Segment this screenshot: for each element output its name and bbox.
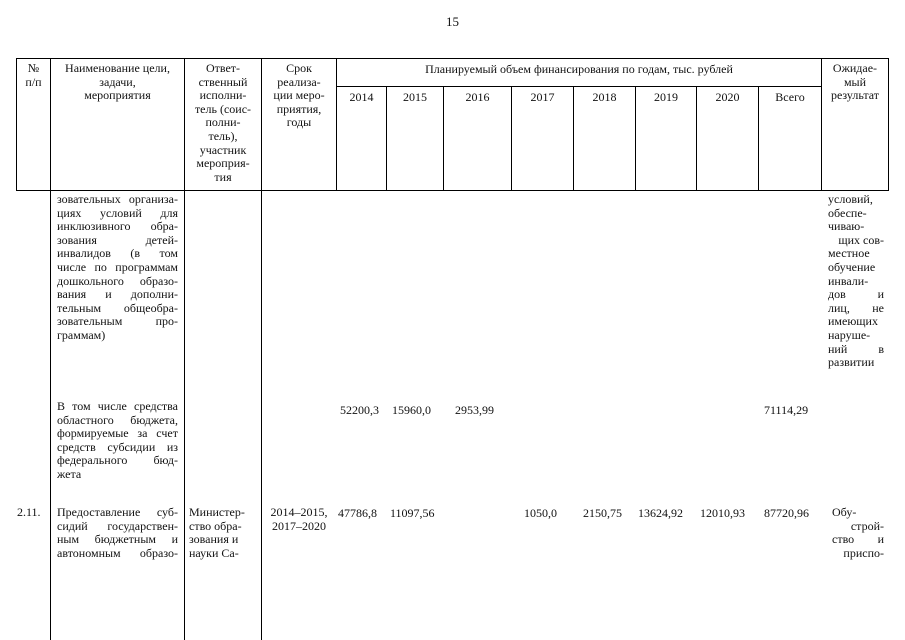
header-name: Наименование цели, задачи, мероприятия <box>65 61 170 103</box>
page-number: 15 <box>446 14 459 29</box>
header-financing: Планируемый объем финансирования по годам, тыс. рублей <box>425 62 733 76</box>
year-2018: 2018 <box>592 90 617 104</box>
subsidy-row-name: В том числе средства областного бюджета, формируемые за счет средств субсидии из федерального бюд- жета <box>57 399 178 481</box>
row-2-11-responsible: Министер- ство обра- зования и науки Са- <box>189 505 245 560</box>
subsidy-2015-value: 15960,0 <box>392 403 431 417</box>
row-2-11-result: Обу- строй- ство и приспо- <box>832 505 884 560</box>
header-period: Срок реализа- ции меро- приятия, годы <box>273 61 325 130</box>
year-2020: 2020 <box>715 90 740 104</box>
subsidy-2014-value: 52200,3 <box>340 403 379 417</box>
header-result: Ожидае- мый результат <box>830 61 880 103</box>
row-2-11-2019-value: 13624,92 <box>638 506 683 520</box>
col-border-4 <box>336 58 337 190</box>
year-2016: 2016 <box>465 90 490 104</box>
row-2-11-period: 2014–2015, 2017–2020 <box>270 505 328 533</box>
subsidy-2016-value: 2953,99 <box>455 403 494 417</box>
row-2-11-total-value: 87720,96 <box>764 506 809 520</box>
row-2-11-2018-value: 2150,75 <box>583 506 622 520</box>
col-border-3 <box>261 58 262 640</box>
col-border-1 <box>50 58 51 640</box>
continued-row-result: условий, обеспе- чиваю- щих сов- местное обучение инвали- дов и лиц, не имеющих наруше- ний в развитии <box>828 192 884 370</box>
header-bottom-border <box>16 190 889 191</box>
year-2015: 2015 <box>403 90 427 104</box>
row-2-11-2017-value: 1050,0 <box>524 506 557 520</box>
col-border-right <box>888 58 889 190</box>
row-2-11-2015-value: 11097,56 <box>390 506 435 520</box>
year-total: Всего <box>775 90 805 104</box>
row-2-11-num: 2.11. <box>17 505 41 519</box>
row-2-11-name: Предоставление суб- сидий государствен- ным бюджетным и автономным образо- <box>57 505 178 560</box>
subsidy-total-value: 71114,29 <box>764 403 809 417</box>
year-2019: 2019 <box>654 90 678 104</box>
header-responsible: Ответ- ственный исполни- тель (соис- полни- тель), участник мероприя- тия <box>194 61 252 184</box>
year-2017: 2017 <box>530 90 555 104</box>
table-top-border <box>16 58 889 59</box>
years-divider <box>336 86 821 87</box>
row-2-11-2014-value: 47786,8 <box>338 506 377 520</box>
year-2014: 2014 <box>349 90 374 104</box>
continued-row-name: зовательных организа- циях условий для инклюзивного обра- зования детей- инвалидов (в том числе по программам дошкольного образо- вания и дополни- тельным общеобра- зовательным про- граммам) <box>57 192 178 342</box>
header-num: № п/п <box>25 61 42 89</box>
row-2-11-2020-value: 12010,93 <box>700 506 745 520</box>
